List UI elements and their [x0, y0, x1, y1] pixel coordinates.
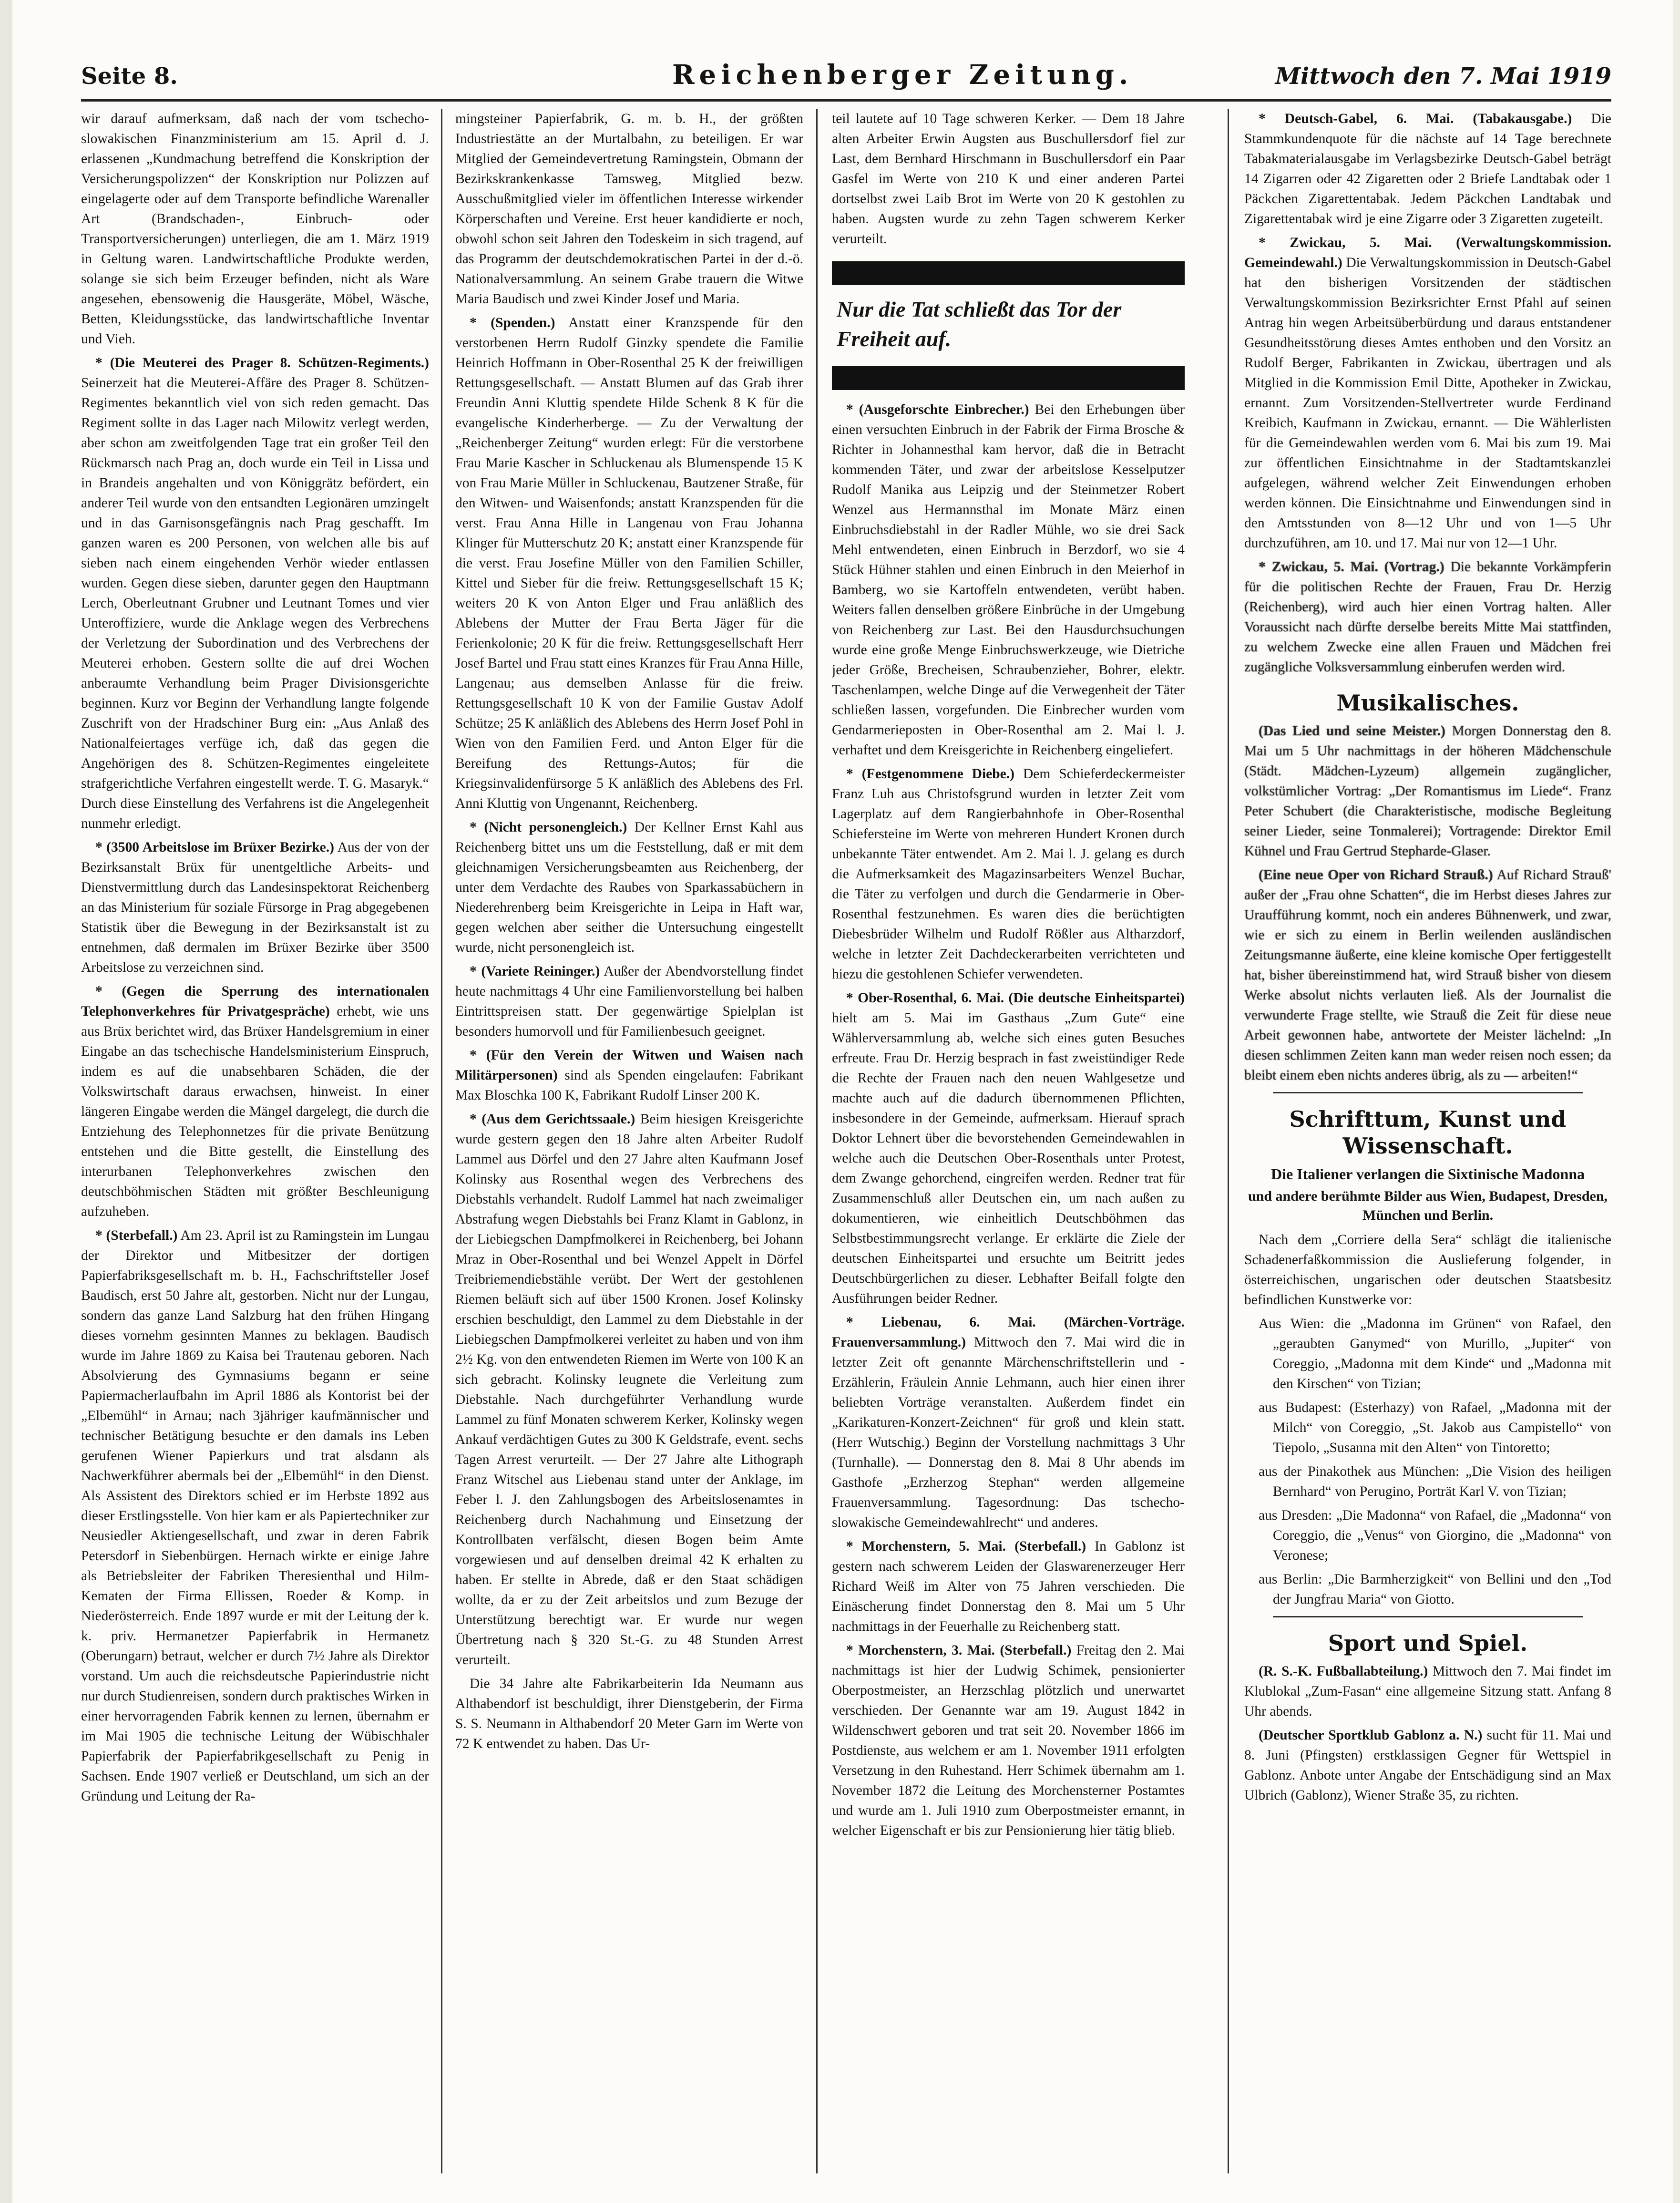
list-item: aus Budapest: (Esterhazy) von Rafael, „Madonna mit der Milch“ von Coreggio, „St. Jakob aus Campistello“ von Tiepolo, „Susanna mit den Alten“ von Tintoretto; — [1259, 1400, 1611, 1455]
column-rule — [1228, 109, 1229, 2173]
article-paragraph — [1244, 109, 1611, 229]
article-text: Am 23. April ist zu Ramingstein im Lungau der Direktor und Mitbesitzer der dortigen Papierfabriksgesellschaft m. b. H., Fachschriftsteller Josef Baudisch, erst 50 Jahre alt, gestorben. Nicht nur der Lungau, sondern das ganze Land Salzburg hat den frühen Hingang dieses vornehm gesinnten Mannes zu beklagen. Baudisch wurde im Jahre 1869 zu Kaisa bei Trautenau geboren. Nach Absolvierung des Gymnasiums begann er seine Papiermacherlaufbahn im April 1886 als Kontorist bei der „Elbemühl“ in Arnau; nach 3jähriger kaufmännischer und technischer Betätigung besuchte er den damals ins Leben gerufenen Wiener Papierkurs und trat alsdann als Nachwerkführer abermals bei der „Elbemühl“ in den Dienst. Als Assistent des Direktors schied er im Herbste 1892 aus dieser Erstlingsstelle. Von hier kam er als Papiertechniker zur Neusiedler Aktiengesellschaft, und zwar in deren Fabrik Petersdorf in Siebenbürgen. Hernach wirkte er einige Jahre als Betriebsleiter der Fabriken Theresienthal und Hilm-Kematen der Firma Ellissen, Roeder & Komp. in Niederösterreich. Ende 1897 wurde er mit der Leitung der k. k. priv. Hermanetzer Papierfabrik in Hermanetz (Oberungarn) betraut, welcher er durch 7½ Jahre als Direktor vorstand. Um auch die reichsdeutsche Papierindustrie nicht nur durch Studienreisen, sondern durch praktisches Wirken in einer hervorragenden Fabrik kennen zu lernen, übernahm er im Mai 1905 die technische Leitung der Wübischhaler Papierfabrik der Papierfabrikgesellschaft zu Penig in Sachsen. Ende 1907 verließ er Deutschland, um sich an der Gründung und Leitung der Ra- — [81, 1228, 429, 1804]
article-paragraph — [1244, 233, 1611, 553]
slogan-bar-top — [832, 261, 1185, 285]
article-lead: * (3500 Arbeitslose im Brüxer Bezirke.) — [95, 840, 334, 855]
article-paragraph — [832, 988, 1185, 1308]
column-2 — [455, 109, 803, 2178]
article-headline: Die Italiener verlangen die Sixtinische Madonna — [1270, 1165, 1585, 1183]
article-text: Seinerzeit hat die Meuterei-Affäre des Prager 8. Schützen-Regimentes bekanntlich viel von sich reden gemacht. Das Regiment sollte in das Lager nach Milowitz verlegt werden, aber schon am zweitfolgenden Tage trat ein großer Teil den Rückmarsch nach Prag an, doch wurde ein Teil in Lissa und in Brandeis angehalten und von Königgrätz befördert, ein anderer Teil wurde von den entsandten Legionären umzingelt und in das Garnisonsgefängnis nach Prag geschafft. Im ganzen waren es 200 Personen, von welchen alle bis auf sieben nach einem eingehenden Verhör wieder entlassen wurden. Gegen diese sieben, darunter gegen den Hauptmann Lerch, Oberleutnant Grubner und Leutnant Tomes und vier Unteroffiziere, wurde die Anklage wegen des Verbrechens der Verletzung der Subordination und des Verbrechens der Meuterei erhoben. Gestern sollte die auf drei Wochen anberaumte Verhandlung beim Prager Divisionsgerichte beginnen. Kurz vor Beginn der Verhandlung langte folgende Zuschrift von der Hradschiner Burg ein: „Aus Anlaß des Nationalfeiertages verfüge ich, daß das gegen die Angehörigen des 8. Schützen-Regimentes eingeleitete strafgerichtliche Verfahren eingestellt werde. T. G. Masaryk.“ Durch diese Einstellung des Verfahrens ist die Angelegenheit nunmehr erledigt. — [81, 375, 429, 831]
article-paragraph — [832, 109, 1185, 249]
article-paragraph — [81, 353, 429, 834]
article-text: Mittwoch den 7. Mai findet im Klublokal „Zum-Fasan“ eine allgemeine Sitzung statt. Anfang 8 Uhr abends. — [1244, 1664, 1611, 1719]
article-lead: * Morchenstern, 3. Mai. (Sterbefall.) — [846, 1643, 1072, 1658]
article-text: Mittwoch den 7. Mai wird die in letzter Zeit oft genannte Märchenschriftstellerin und -Erzählerin, Fräulein Annie Lehmann, auch hier einen ihrer beliebten Vorträge veranstalten. Außerdem findet ein „Karikaturen-Konzert-Zeichnen“ für groß und klein statt. (Herr Wutschig.) Beginn der Vorstellung nachmittags 3 Uhr (Turnhalle). — Donnerstag den 8. Mai 8 Uhr abends im Gasthofe „Erzherzog Stephan“ werden allgemeine Frauenversammlung. Tagesordnung: Das tschecho-slowakische Gemeindewahlrecht“ und anderes. — [832, 1335, 1185, 1530]
article-lead: (Eine neue Oper von Richard Strauß.) — [1259, 867, 1493, 883]
column-rule — [441, 109, 442, 2173]
article-lead: * (Spenden.) — [470, 315, 555, 330]
article-text: wir darauf aufmerksam, daß nach der vom tschecho-slowakischen Finanzministerium am 15. April d. J. erlassenen „Kundmachung betreffend die Konskription der Versicherungspolizzen“ der Konskription nur Polizzen auf eingelagerte oder auf dem Transporte befindliche Warenaller Art (Brandschaden-, Einbruch- oder Transportversicherungen) unterliegen, die am 1. März 1919 in Geltung waren. Landwirtschaftliche Produkte werden, solange sie sich beim Erzeuger befinden, nicht als Ware angesehen, ebensowenig die Hausgeräte, Möbel, Wäsche, Betten, Kleidungsstücke, das landwirtschaftliche Inventar und Vieh. — [81, 111, 429, 347]
article-lead: * (Nicht personengleich.) — [470, 820, 627, 835]
article-paragraph — [81, 109, 429, 349]
article-text: Bei den Erhebungen über einen versuchten Einbruch in der Fabrik der Firma Brosche & Richter in Johannesthal kam hervor, daß die in Betracht kommenden Täter, und zwar der arbeitslose Kesselputzer Rudolf Manika aus Leipzig und der Steinmetzer Robert Wenzel aus Hermannsthal im Monate März einen Einbruchsdiebstahl in der Radler Mühle, wo sie drei Sack Mehl entwendeten, einen Einbruch in Berzdorf, wo sie 4 Stück Hühner stahlen und einen Einbruch in den Meierhof in Bamberg, wo sie Kartoffeln entwendeten, verübt haben. Weiters fallen denselben größere Einbrüche in der Umgebung von Reichenberg zur Last. Bei den Hausdurchsuchungen wurde eine große Menge Einbruchswerkzeuge, wie Dietriche jeder Größe, Brecheisen, Schraubenzieher, Bohrer, elektr. Taschenlampen, welche Dinge auf die Verwegenheit der Täter schließen lassen, vorgefunden. Die Einbrecher wurden vom Gendarmerieposten in Ober-Rosenthal am 2. Mai l. J. verhaftet und dem Kreisgerichte in Reichenberg eingeliefert. — [832, 402, 1185, 758]
article-text: Morgen Donnerstag den 8. Mai um 5 Uhr nachmittags in der höheren Mädchenschule (Städt. Mädchen-Lyzeum) allgemein zugänglicher, volkstümlicher Vortrag: „Der Romantismus im Liede“. Franz Peter Schubert (die Charakteristische, modische Begleitung seiner Lieder, seine Tonmalerei); Vortragende: Direktor Emil Kühnel und Frau Gertrud Stepharde-Glaser. — [1244, 723, 1611, 859]
article-paragraph — [1244, 1661, 1611, 1721]
column-4 — [1244, 109, 1611, 2178]
article-text: Die Stammkundenquote für die nächste auf 14 Tage berechnete Tabakmaterialausgabe im Verlagsbezirke Deutsch-Gabel beträgt 14 Zigarren oder 42 Zigaretten oder 2 Briefe Landtabak oder 1 Päckchen Zigarettentabak. Jedem Päckchen Landtabak und Zigarettentabak wird je eine Zigarre oder 3 Zigaretten zugeteilt. — [1244, 111, 1611, 226]
column-rule — [816, 109, 818, 2173]
article-lead: (Das Lied und seine Meister.) — [1259, 723, 1445, 739]
article-paragraph — [81, 981, 429, 1222]
section-divider — [1273, 1092, 1583, 1093]
article-paragraph — [81, 837, 429, 978]
article-text: In Gablonz ist gestern nach schwerem Leiden der Glaswarenerzeuger Herr Richard Weiß im Alter von 75 Jahren verschieden. Die Einäscherung findet Donnerstag den 8. Mai um 5 Uhr nachmittags in der Feuerhalle zu Reichenberg statt. — [832, 1539, 1185, 1634]
section-heading-science: Schrifttum, Kunst und Wissenschaft. — [1289, 1106, 1567, 1159]
article-paragraph — [832, 1536, 1185, 1637]
section-heading-sport: Sport und Spiel. — [1328, 1630, 1528, 1656]
scan-edge-right — [1673, 0, 1680, 2203]
article-paragraph — [832, 1640, 1185, 1841]
article-paragraph — [455, 109, 803, 309]
article-text: teil lautete auf 10 Tage schweren Kerker. — Dem 18 Jahre alten Arbeiter Erwin Augsten aus Buschullersdorf fiel zur Last, dem Bernhard Hirschmann in Buschullersdorf ein Paar Gasfel im Werte von 210 K und einer anderen Partei dortselbst zwei Laib Brot im Werte von 20 K gestohlen zu haben. Augsten wurde zu zehn Tagen schwerem Kerker verurteilt. — [832, 111, 1185, 247]
list-item: Aus Wien: die „Madonna im Grünen“ von Rafael, den „geraubten Ganymed“ von Murillo, „Jupiter“ von Coreggio, „Madonna mit dem Kinde“ und „Madonna mit den Kirschen“ von Tizian; — [1259, 1316, 1611, 1391]
article-paragraph: Nach dem „Corriere della Sera“ schlägt die italienische Schadenerfaßkommission die Auslieferung folgender, in österreichischen, ungarischen oder deutschen Staatsbesitz befindlichen Kunstwerke vor: — [1244, 1232, 1611, 1307]
article-paragraph — [1244, 557, 1611, 677]
article-text: sind als Spenden eingelaufen: Fabrikant Max Bloschka 100 K, Fabrikant Rudolf Linser 200 K. — [455, 1068, 803, 1103]
article-lead: * (Für den Verein der Witwen und Waisen nach Militärpersonen) — [455, 1048, 803, 1083]
article-text: Beim hiesigen Kreisgerichte wurde gestern gegen den 18 Jahre alten Arbeiter Rudolf Lammel aus Dörfel und den 27 Jahre alten Kaufmann Josef Kolinsky aus Rosenthal wegen des Verbrechens des Diebstahls verhandelt. Rudolf Lammel hat nach zweimaliger Abstrafung wegen Diebstahls bei Franz Klamt in Gablonz, in der Liebiegschen Dampfmolkerei in Reichenberg, bei Johann Mraz in Ober-Rosenthal und bei Wenzel Appelt in Dörfel Treibriemendiebstähle verübt. Der Wert der gestohlenen Riemen beläuft sich auf über 1500 Kronen. Josef Kolinsky erschien beschuldigt, den Lammel zu dem Diebstahle in der Liebiegschen Dampfmolkerei verleitet zu haben und von ihm 2½ Kg. von den entwendeten Riemen im Werte von 100 K an sich gebracht. Kolinsky leugnete die Verleitung zum Diebstahle. Nach durchgeführter Verhandlung wurde Lammel zu fünf Monaten schwerem Kerker, Kolinsky wegen Ankauf verdächtigen Gutes zu 300 K Geldstrafe, event. sechs Tagen Arrest verurteilt. — Der 27 Jahre alte Lithograph Franz Witschel aus Liebenau stand unter der Anklage, im Feber l. J. den Zahlungsbogen des Arbeitslosenamtes in Reichenberg durch Nachahmung und Einsetzung der Kontrollbaten verfälscht, diesen Bogen beim Amte vorgewiesen und auf denselben dreimal 42 K erhalten zu haben. Er stellte in Abrede, daß er den Staat schädigen wollte, da er zu der Zeit arbeitslos und zum Bezuge der Unterstützung berechtigt war. Er wurde nur wegen Übertretung nach § 320 St.-G. zu 48 Stunden Arrest verurteilt. — [455, 1112, 803, 1668]
article-paragraph — [1244, 1725, 1611, 1805]
artwork-list — [1244, 1314, 1611, 1609]
article-text: Der Kellner Ernst Kahl aus Reichenberg bittet uns um die Feststellung, daß er mit dem gleichnamigen Versicherungsbeamten aus Reichenberg, der unter dem Verdachte des Raubes von Sparkassabüchern in Niederehrenberg beim Kreisgerichte in Leipa in Haft war, gegen welchen aber seither die Untersuchung eingestellt wurde, nicht personengleich ist. — [455, 820, 803, 955]
article-text: Aus der von der Bezirksanstalt Brüx für unentgeltliche Arbeits- und Dienstvermittlung durch das Landesinspektorat Reichenberg an das Ministerium für soziale Fürsorge in Prag abgegebenen Statistik über die Bewegung in der Bezirksanstalt ist zu entnehmen, daß dermalen im Brüxer Bezirke über 3500 Arbeitslose zu verzeichnen sind. — [81, 840, 429, 975]
article-text: Die 34 Jahre alte Fabrikarbeiterin Ida Neumann aus Althabendorf ist beschuldigt, ihrer Dienstgeberin, der Firma S. S. Neumann in Althabendorf 20 Meter Garn im Werte von 72 K entwendet zu haben. Das Ur- — [455, 1676, 803, 1751]
article-paragraph — [832, 400, 1185, 760]
slogan-bar-bottom — [832, 366, 1185, 390]
page-header — [81, 59, 1611, 102]
masthead: Reichenberger Zeitung. — [672, 59, 1133, 91]
article-paragraph — [832, 1312, 1185, 1533]
scan-edge-left — [0, 0, 12, 2203]
article-lead: * Liebenau, 6. Mai. (Märchen-Vorträge. Frauenversammlung.) — [832, 1315, 1185, 1350]
article-lead: * Deutsch-Gabel, 6. Mai. (Tabakausgabe.) — [1259, 111, 1572, 126]
article-lead: * Ober-Rosenthal, 6. Mai. (Die deutsche Einheitspartei) — [846, 990, 1185, 1006]
article-lead: * Zwickau, 5. Mai. (Vortrag.) — [1259, 559, 1444, 575]
article-subtitle: und andere berühmte Bilder aus Wien, Budapest, Dresden, München und Berlin. — [1248, 1188, 1608, 1223]
article-text: Anstatt einer Kranzspende für den verstorbenen Herrn Rudolf Ginzky spendete die Familie Heinrich Hoffmann in Ober-Rosenthal 25 K der freiwilligen Rettungsgesellschaft. — Anstatt Blumen auf das Grab ihrer Freundin Anni Kluttig spendete Hilde Schenk 8 K für die evangelische Kinderherberge. — Zu der Verwaltung der „Reichenberger Zeitung“ wurden erlegt: Für die verstorbene Frau Marie Kascher in Schluckenau als Blumenspende 15 K von Frau Marie Müller in Schluckenau, Bautzener Straße, für den Witwen- und Waisenfonds; anstatt Kranzspenden für die verst. Frau Anna Hille in Langenau von Frau Johanna Klinger für Mutterschutz 20 K; anstatt einer Kranzspende für die verst. Frau Josefine Müller von den Familien Schiller, Kittel und Sieber für die freiw. Rettungsgesellschaft 15 K; weiters 20 K von Anton Elger und Frau anläßlich des Ablebens der Mutter der Frau Berta Jäger für die Ferienkolonie; 20 K für die freiw. Rettungsgesellschaft Herr Josef Bartel und Frau statt eines Kranzes für Frau Anna Hille, Langenau; aus demselben Anlasse für die freiw. Rettungsgesellschaft 10 K von der Familie Gustav Adolf Schütze; 25 K anläßlich des Ablebens des Herrn Josef Pohl in Wien von den Familien Ferd. und Anton Elger für die Bereifung des Rettungs-Autos; für die Kriegsinvalidenfürsorge 5 K anläßlich des Ablebens des Frl. Anni Kluttig von Ungenannt, Reichenberg. — [455, 315, 803, 811]
article-paragraph — [455, 313, 803, 813]
article-text: hielt am 5. Mai im Gasthaus „Zum Gute“ eine Wählerversammlung ab, welche sich eines guten Besuches erfreute. Frau Dr. Herzig besprach in fast zweistündiger Rede die Rechte der Frauen nach den neuen Wahlgesetze und machte auch auf die dadurch übernommenen Pflichten, insbesondere in der Gemeinde, aufmerksam. Hierauf sprach Doktor Lehnert über die bevorstehenden Gemeindewahlen in welche auch die Deutschen Ober-Rosenthals unter Protest, dem Zwange gehorchend, eingreifen werden. Redner trat für Zusammenschluß aller Deutschen ein, um nach außen zu dokumentieren, wie einheitlich Deutschböhmen das Selbstbestimmungsrecht verlange. Er erklärte die Ziele der deutschen Einheitspartei und ersuchte um Beitritt jedes Deutschbürgerlichen zu dieser. Lebhafter Beifall folgte den Ausführungen beider Redner. — [832, 1010, 1185, 1306]
column-3 — [832, 109, 1185, 2178]
article-paragraph — [455, 961, 803, 1041]
article-lead: (Deutscher Sportklub Gablonz a. N.) — [1259, 1728, 1483, 1743]
article-paragraph — [1244, 721, 1611, 861]
article-text: Die Verwaltungskommission in Deutsch-Gabel hat den bisherigen Vorsitzenden der städtischen Verwaltungskommission Bezirksrichter Ernst Pfahl auf seinen Antrag hin wegen Arbeitsüberbürdung und daraus entstandener Gesundheitsstörung dieses Amtes enthoben und den Vorsitz an Rudolf Berger, Fabrikanten in Zwickau, übertragen und als Mitglied in die Kommission Emil Ditte, Apotheker in Zwickau, ernannt. Zum Vorsitzenden-Stellvertreter wurde Ferdinand Kreibich, Kaufmann in Zwickau, ernannt. — Die Wählerlisten für die Gemeindewahlen werden vom 6. Mai bis zum 19. Mai zur öffentlichen Einsichtnahme in der Stadtamtskanzlei aufgelegen, während welcher Zeit Einwendungen erhoben werden können. Die Einsichtnahme und Einwendungen sind in den Amtsstunden von 8—12 Uhr und von 1—5 Uhr durchzuführen, am 10. und 17. Mai nur von 12—1 Uhr. — [1244, 255, 1611, 551]
article-text: Dem Schieferdeckermeister Franz Luh aus Christofsgrund wurden in letzter Zeit vom Lagerplatz auf dem Rangierbahnhofe in Ober-Rosenthal Schiefersteine im Werte von mehreren Hundert Kronen durch unbekannte Täter entwendet. Am 2. Mai l. J. gelang es durch die Aufmerksamkeit des Magazinsarbeiters Wenzel Buchar, die Täter zu verfolgen und durch die Gendarmerie in Ober-Rosenthal festzunehmen. Es waren dies die berüchtigten Diebesbrüder Wilhelm und Rudolf Rößler aus Altharzdorf, welche in letzter Zeit Dachdeckerarbeiten verrichteten und hiezu die gestohlenen Schiefer verwendeten. — [832, 766, 1185, 982]
article-lead: * (Die Meuterei des Prager 8. Schützen-Regiments.) — [95, 355, 429, 371]
article-text: Außer der Abendvorstellung findet heute nachmittags 4 Uhr eine Familienvorstellung bei halben Eintrittspreisen statt. Der gegenwärtige Spielplan ist besonders humorvoll und für Familienbesuch geeignet. — [455, 964, 803, 1039]
list-item: aus Berlin: „Die Barmherzigkeit“ von Bellini und den „Tod der Jungfrau Maria“ von Giotto. — [1259, 1572, 1611, 1607]
section-heading-music: Musikalisches. — [1336, 690, 1519, 716]
article-lead: * (Sterbefall.) — [95, 1228, 178, 1243]
article-lead: * (Gegen die Sperrung des internationalen Telephonverkehres für Privatgespräche) — [81, 984, 429, 1019]
article-paragraph — [832, 764, 1185, 984]
section-divider — [1273, 1616, 1583, 1617]
article-paragraph — [455, 817, 803, 957]
issue-date: Mittwoch den 7. Mai 1919 — [1275, 63, 1611, 90]
article-lead: * (Ausgeforschte Einbrecher.) — [846, 402, 1029, 417]
article-lead: * (Aus dem Gerichtssaale.) — [470, 1112, 635, 1127]
article-paragraph — [455, 1674, 803, 1754]
article-lead: * Zwickau, 5. Mai. (Verwaltungskommission. Gemeindewahl.) — [1244, 235, 1611, 270]
page-number: Seite 8. — [81, 63, 178, 90]
list-item: aus Dresden: „Die Madonna“ von Rafael, die „Madonna“ von Coreggio, die „Venus“ von Giorgino, die „Madonna“ von Veronese; — [1259, 1508, 1611, 1563]
article-text: sucht für 11. Mai und 8. Juni (Pfingsten) erstklassigen Gegner für Wettspiel in Gablonz. Anbote unter Angabe der Entschädigung sind an Max Ulbrich (Gablonz), Wiener Straße 35, zu richten. — [1244, 1728, 1611, 1803]
article-paragraph — [455, 1045, 803, 1105]
slogan: Nur die Tat schließt das Tor der Freiheit auf. — [837, 297, 1122, 351]
article-paragraph — [1244, 865, 1611, 1085]
article-text: mingsteiner Papierfabrik, G. m. b. H., der größten Industriestätte an der Murtalbahn, zu beteiligen. Er war Mitglied der Gemeindevertretung Ramingstein, Obmann der Bezirkskrankenkasse Tamsweg, Mitglied bezw. Ausschußmitglied vieler im öffentlichen Interesse wirkender Körperschaften und Vereine. Erst heuer kandidierte er noch, obwohl schon seit Jahren den Todeskeim in sich tragend, auf das Programm der deutschdemokratischen Partei in der d.-ö. Nationalversammlung. An seinem Grabe trauern die Witwe Maria Baudisch und zwei Kinder Josef und Maria. — [455, 111, 803, 307]
article-text: Freitag den 2. Mai nachmittags ist hier der Ludwig Schimek, pensionierter Oberpostmeister, an Herzschlag plötzlich und unerwartet verschieden. Der Genannte war am 19. August 1842 in Wildenschwert geboren und trat seit 20. November 1866 im Postdienste, aus welchem er am 1. November 1911 erfolgten Versetzung in den Ruhestand. Herr Schimek übernahm am 1. November 1872 die Leitung des Morchensterner Postamtes und wurde am 1. Juli 1910 zum Oberpostmeister ernannt, in welcher Eigenschaft er bis zur Pensionierung hier tätig blieb. — [832, 1643, 1185, 1838]
column-1 — [81, 109, 429, 2178]
article-paragraph — [455, 1109, 803, 1670]
article-text: Die bekannte Vorkämpferin für die politischen Rechte der Frauen, Frau Dr. Herzig (Reichenberg), wird auch hier einen Vortrag halten. Aller Voraussicht nach dürfte derselbe bereits Mitte Mai stattfinden, zu welchem Zwecke eine allen Frauen und Mädchen frei zugängliche Volksversammlung einberufen werden wird. — [1244, 559, 1611, 675]
article-paragraph — [81, 1225, 429, 1806]
list-item: aus der Pinakothek aus München: „Die Vision des heiligen Bernhard“ von Perugino, Porträt Karl V. von Tizian; — [1259, 1464, 1611, 1499]
article-lead: * Morchenstern, 5. Mai. (Sterbefall.) — [846, 1539, 1086, 1554]
article-lead: * (Variete Reininger.) — [470, 964, 600, 979]
article-text: erhebt, wie uns aus Brüx berichtet wird, das Brüxer Handelsgremium in einer Eingabe an das tschechische Handelsministerium Einspruch, indem es auf die unabsehbaren Schäden, die der Volkswirtschaft daraus erwachsen, hinweist. In einer längeren Eingabe werden die Mängel dargelegt, die durch die Entziehung des Telephonnetzes für die private Benützung entstehen und die Bitte gestellt, die Einstellung des interurbanen Telephonverkehres zwischen den deutschböhmischen Städten mit größter Beschleunigung aufzuheben. — [81, 1004, 429, 1219]
article-text: Auf Richard Strauß' außer der „Frau ohne Schatten“, die im Herbst dieses Jahres zur Uraufführung kommt, noch ein anderes Bühnenwerk, und zwar, wie er sich zu einem in Berlin weilenden ausländischen Zeitungsmanne äußerte, eine kleine komische Oper fertiggestellt hat, bisher übereinstimmend hat, wird Strauß bisher von diesem Werke absolut nichts verlauten ließ. Als der Journalist die verwunderte Frage stellte, wie Strauß die Zeit für diese neue Arbeit gewonnen habe, antwortete der Meister lächelnd: „In diesen schlimmen Zeiten kann man weder reisen noch essen; da bleibt einem eben nichts anderes übrig, als zu — arbeiten!“ — [1244, 867, 1611, 1083]
article-lead: (R. S.-K. Fußballabteilung.) — [1259, 1664, 1428, 1679]
article-lead: * (Festgenommene Diebe.) — [846, 766, 1014, 782]
